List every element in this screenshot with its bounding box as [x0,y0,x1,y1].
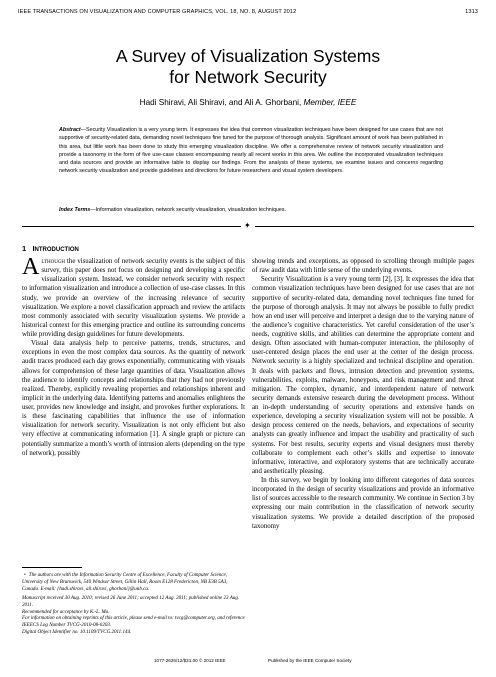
right-paragraph-2: Security Visualization is a very young term [2], [3]. It expresses the idea that common visualization techniques have been designed for use cases that are not supportive of security-related data, demanding novel techniques fine tuned for the purpose of thorough analysis. It may not always be possible to fully predict how an end user will perceive and interpret a design due to the varying nature of the audience’s cognitive characteristics. Yet careful consideration of the user’s needs, cognitive skills, and abilities can determine the appropriate content and design. Often associated with human-computer interaction, the philosophy of user-centered design places the end user at the center of the design process. Network security is a highly specialized and technical discipline and operation. It deals with packets and flows, intrusion detection and prevention systems, vulnerabilities, exploits, malware, honeypots, and risk management and threat mitigation. The complex, dynamic, and interdependent nature of network security demands extensive research during the development process. Without an in-depth understanding of security operations and extensive hands on experience, developing a security visualization system will not be possible. A design process centered on the needs, behaviors, and expectations of security analysts can greatly influence and impact the usability and practicality of such systems. For best results, security experts and visual designers must thereby collaborate to complement each other’s skills and expertise to innovate informative, interactive, and exploratory systems that are technically accurate and aesthetically pleasing. [252,276,474,475]
abstract [59,126,443,176]
abstract-text: —Security Visualization is a very young term. It expresses the idea that common visualization techniques have been designed for use cases that are not supportive of security-related data, demanding novel techniques fine tuned for the purpose of thorough analysis. Significant amount of work has been published in this area, but little work has been done to study this emerging visualization discipline. We offer a comprehensive review of network security visualization and provide a taxonomy in the form of five use-case classes encompassing nearly all recent works in this area. We outline the incorporated visualization techniques and data sources and provide an informative table to display our findings. From the analysis of these systems, we examine issues and concerns regarding network security visualization and provide guidelines and directions for future researchers and visual system developers. [59,127,443,175]
author-names: Hadi Shiravi, Ali Shiravi, and Ali A. Ghorbani, [139,98,302,107]
separator-diamond-icon: ✦ [244,221,251,230]
footnote-reprints: For information on obtaining reprints of this article, please send e-mail to: tvcg@computer.org, and reference IEEECS Log Number TVCG-2010-08-0203. [22,615,245,629]
footnote-received: Manuscript received 30 Aug. 2010; revised 26 June 2011; accepted 12 Aug. 2011; published online 23 Aug. 2011. [22,594,240,608]
left-paragraph-1 [22,254,245,339]
paper-title [0,46,496,88]
title-line-1: A Survey of Visualization Systems [115,46,381,66]
separator-rule-left [22,226,241,227]
running-header [18,9,478,15]
section-title-rest: NTRODUCTION [34,247,79,253]
right-paragraph-3: In this survey, we begin by looking into different categories of data sources incorporated in the design of security visualizations and provide an informative list of sources accessible to the research community. We continue in Section 3 by expressing our main contribution in the classification of network security visualization systems. We provide a detailed description of the proposed taxonomy [252,477,474,530]
section-number: 1 [22,244,27,253]
section-heading [22,244,79,253]
author-line [0,98,496,107]
left-paragraph-2: Visual data analysis help to perceive patterns, trends, structures, and exceptions in even the most complex data sources. As the quantity of network audit traces produced each day grows exponentially, communicating with visuals allows for comprehension of these large quantities of data. Visualization allows the audience to identify concepts and relationships that they had not previously realized. Thereby, explicitly revealing properties and relationships inherent and implicit in the underlying data. Identifying patterns and anomalies enlightens the user, provides new knowledge and insight, and provokes further explorations. It is these fascinating capabilities that influence the use of information visualization for network security. Visualization is not only efficient but also very effective at communicating information [1]. A single graph or picture can potentially summarize a month’s worth of intrusion alerts (depending on the type of network), possibly [22,340,245,457]
footnote-bullet: • [24,572,26,578]
footer-publisher: Published by the IEEE Computer Society [268,658,352,663]
author-membership: Member, IEEE [303,98,357,107]
footnote-affiliation: The authors are with the Information Security Centre of Excellence, Faculty of Computer Science, University of New Brunswick, 540 Windsor Street, Gillin Hall, Room E128 Fredericton, NB E3B 5A3, Canada. E-mail: {hadi.shiravi, ali.shiravi, ghorbani}@unb.ca. [22,572,228,592]
journal-header: IEEE TRANSACTIONS ON VISUALIZATION AND COMPUTER GRAPHICS, VOL. 18, NO. 8, AUGUST 2012 [18,9,297,15]
index-terms-text: —Information visualization, network security visualization, visualization techniques. [90,207,287,213]
footnote-recommended: Recommended for acceptance by K.-L. Ma. [22,608,110,615]
right-column [252,257,474,531]
dropcap-smallcaps: lthough [41,258,66,265]
abstract-label: Abstract [59,127,81,133]
footnote-rule [22,567,82,568]
left-paragraph-1-text: the visualization of network security events is the subject of this survey, this paper does not focus on designing and developing a specific visualization system. Instead, we consider network security with respect to information visualization and introduce a collection of use-case classes. In this study, we provide an overview of the increasing relevance of security visualization. We explore a novel classification approach and review the artifacts most commonly associated with security visualization systems. We provide a historical context for this emerging practice and outline its surrounding concerns while providing design guidelines for future developments. [22,258,245,338]
index-terms-label: Index Terms [59,207,91,213]
footer-issn: 1077-2626/12/$31.00 © 2012 IEEE [154,658,226,663]
separator-rule-right [255,226,474,227]
page-number: 1313 [465,9,478,15]
left-column [22,254,245,458]
index-terms [59,207,443,213]
dropcap: A [22,254,40,280]
right-paragraph-1: showing trends and exceptions, as opposed to scrolling through multiple pages of raw audit data with little sense of the underlying events. [252,258,474,275]
title-line-2: for Network Security [169,67,327,87]
section-title-first: I [32,244,35,253]
footnote-doi: Digital Object Identifier no. 10.1109/TVCG.2011.144. [22,629,132,636]
footnote [22,572,245,636]
